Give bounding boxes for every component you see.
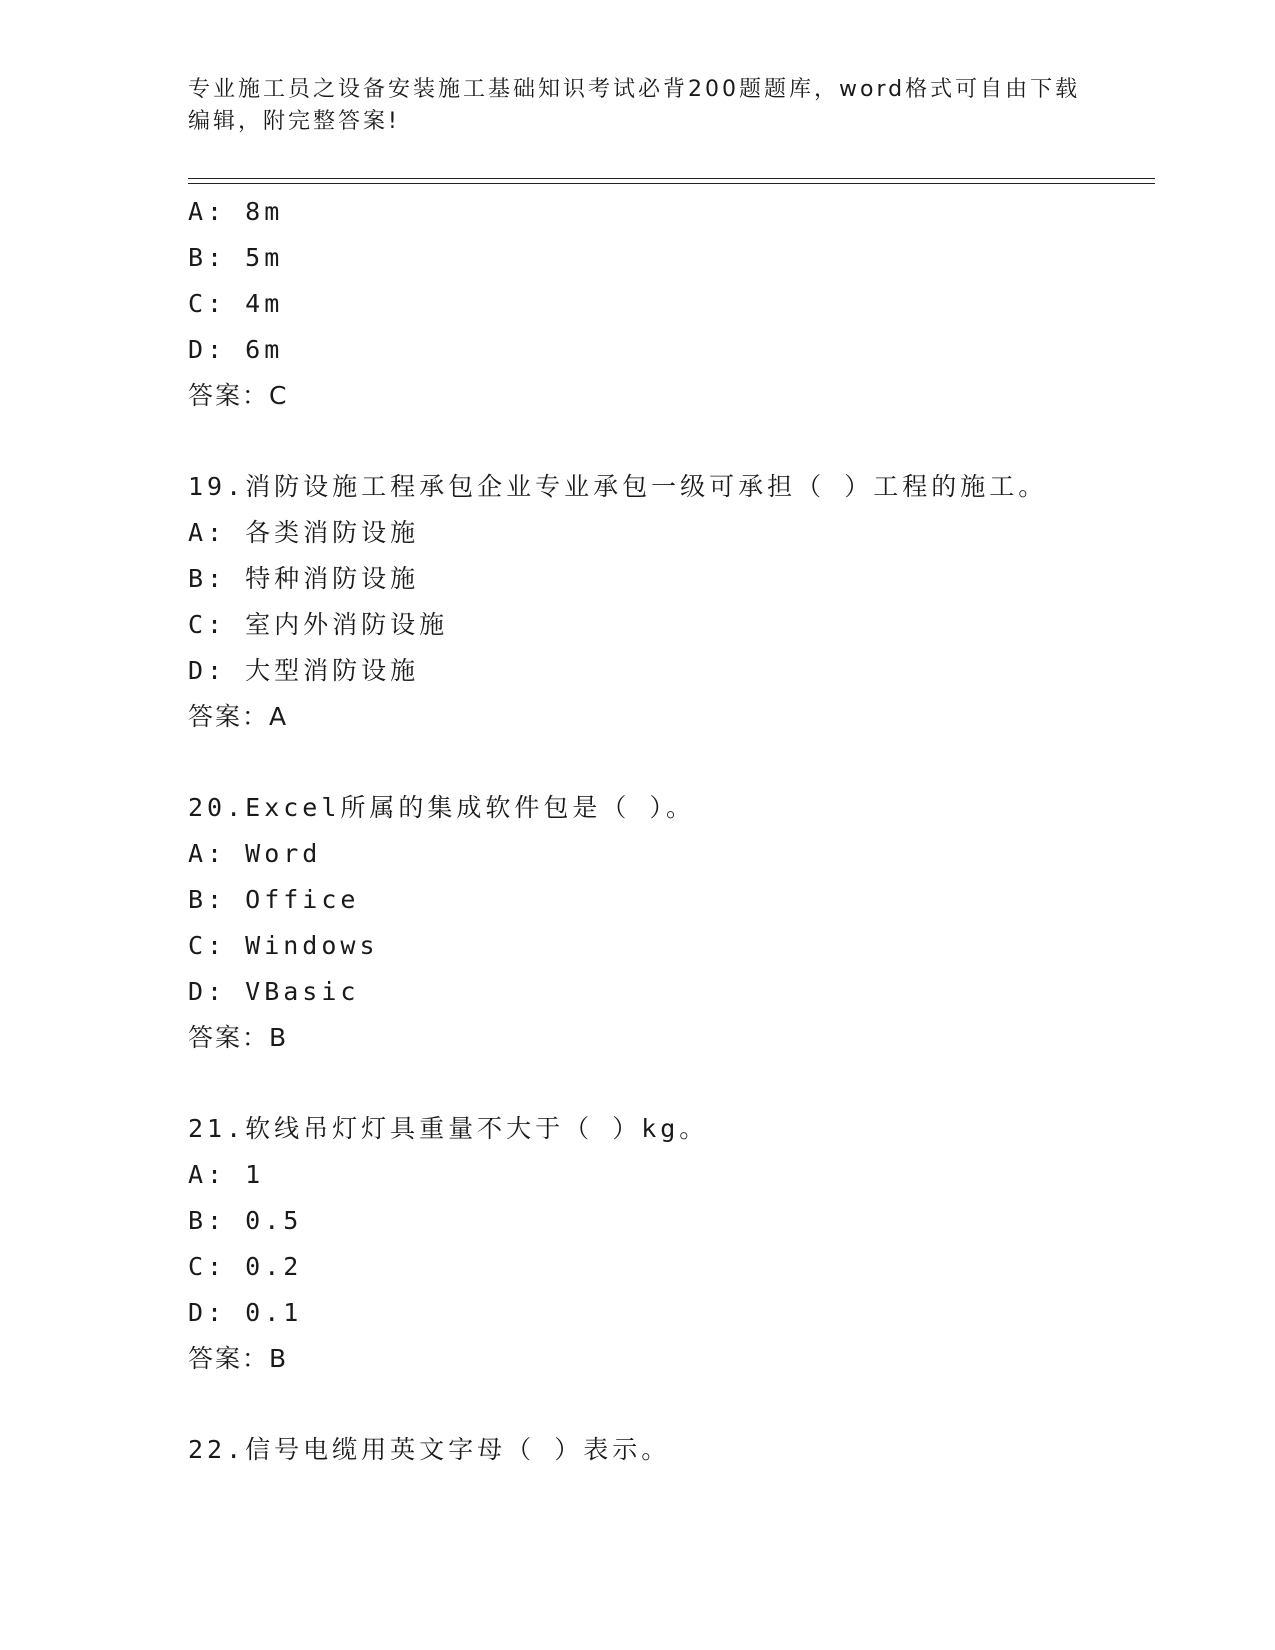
question-20 bbox=[188, 785, 1168, 1061]
question-22 bbox=[188, 1427, 1168, 1473]
q21-option-c: C: 0.2 bbox=[188, 1252, 303, 1281]
question-19 bbox=[188, 464, 1168, 740]
q19-answer: 答案：A bbox=[188, 702, 289, 731]
q19-option-b: B: 特种消防设施 bbox=[188, 564, 420, 593]
q21-option-a: A: 1 bbox=[188, 1160, 265, 1189]
q21-option-d: D: 0.1 bbox=[188, 1298, 303, 1327]
q20-option-c: C: Windows bbox=[188, 931, 379, 960]
question-18 bbox=[188, 189, 1168, 419]
header-divider-bottom bbox=[188, 183, 1155, 184]
header-title-line-2: 编辑，附完整答案! bbox=[188, 109, 400, 134]
q18-option-a: A: 8m bbox=[188, 197, 284, 226]
q21-answer: 答案：B bbox=[188, 1344, 289, 1373]
question-list bbox=[188, 189, 1168, 1473]
q19-question-text: 19.消防设施工程承包企业专业承包一级可承担（ ）工程的施工。 bbox=[188, 472, 1048, 501]
q19-option-c: C: 室内外消防设施 bbox=[188, 610, 449, 639]
q21-question-text: 21.软线吊灯灯具重量不大于（ ）kg。 bbox=[188, 1114, 709, 1143]
q19-option-d: D: 大型消防设施 bbox=[188, 656, 420, 685]
q18-answer: 答案：C bbox=[188, 381, 289, 410]
q20-option-a: A: Word bbox=[188, 839, 322, 868]
q20-answer: 答案：B bbox=[188, 1023, 289, 1052]
q20-option-b: B: Office bbox=[188, 885, 360, 914]
q20-question-text: 20.Excel所属的集成软件包是（ ）。 bbox=[188, 793, 695, 822]
q18-option-d: D: 6m bbox=[188, 335, 284, 364]
q19-option-a: A: 各类消防设施 bbox=[188, 518, 420, 547]
header-title-line-1: 专业施工员之设备安装施工基础知识考试必背200题题库，word格式可自由下载 bbox=[188, 77, 1081, 102]
question-21 bbox=[188, 1106, 1168, 1382]
q21-option-b: B: 0.5 bbox=[188, 1206, 303, 1235]
header-divider-top bbox=[188, 178, 1155, 179]
q18-option-c: C: 4m bbox=[188, 289, 284, 318]
q20-option-d: D: VBasic bbox=[188, 977, 360, 1006]
q18-option-b: B: 5m bbox=[188, 243, 284, 272]
document-header bbox=[188, 74, 1088, 138]
q22-question-text: 22.信号电缆用英文字母（ ）表示。 bbox=[188, 1435, 671, 1464]
